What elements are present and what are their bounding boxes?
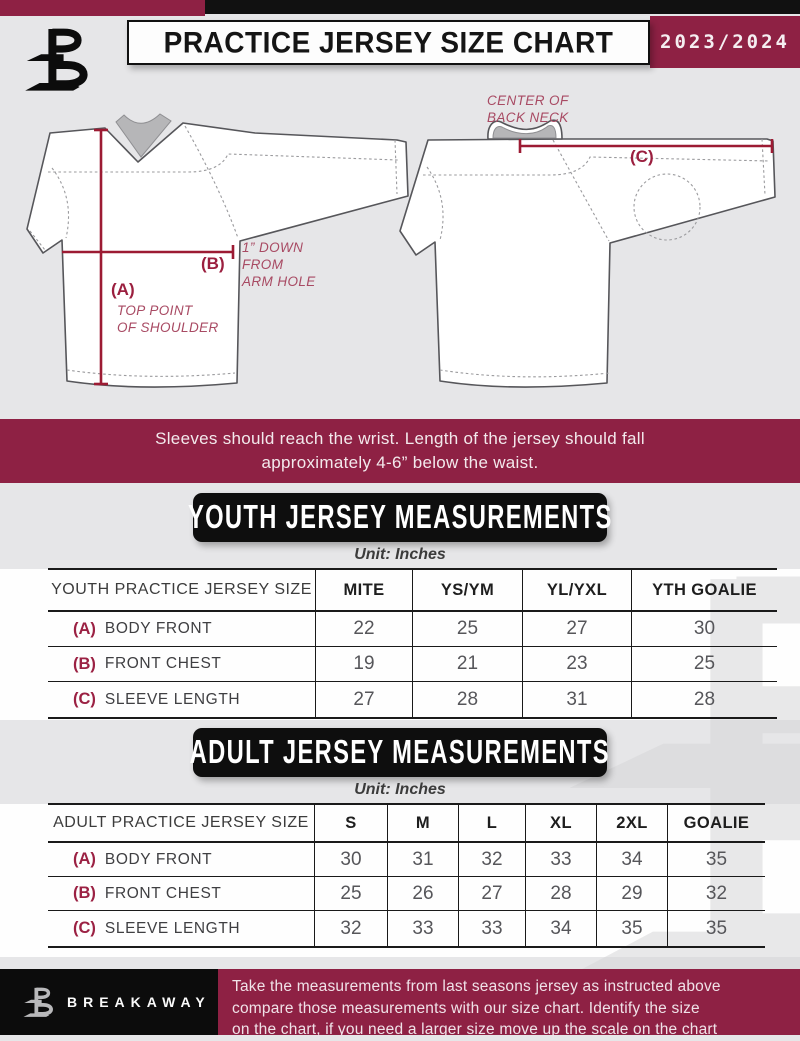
table-cell: 21: [413, 647, 523, 682]
table-row-label: (A) BODY FRONT: [48, 612, 316, 647]
table-cell: 28: [526, 877, 597, 911]
table-cell: 31: [523, 682, 632, 717]
center-of-back-neck-note: CENTER OF BACK NECK: [487, 93, 569, 125]
adult-table-corner-header: ADULT PRACTICE JERSEY SIZE: [48, 805, 315, 843]
back-jersey-diagram: [390, 95, 790, 405]
measure-tag-c: (C): [630, 147, 654, 166]
adult-size-table: [48, 803, 765, 948]
table-cell: 25: [315, 877, 388, 911]
youth-col-mite: MITE: [316, 570, 413, 612]
table-row-label: (C) SLEEVE LENGTH: [48, 682, 316, 717]
arm-hole-note: 1” DOWN FROM ARM HOLE: [242, 240, 316, 289]
table-cell: 28: [693, 688, 716, 710]
breakaway-footer-logo-icon: [22, 984, 56, 1020]
youth-size-table: [48, 568, 777, 719]
adult-section-title: ADULT JERSEY MEASUREMENTS: [189, 733, 611, 771]
youth-col-ylyxl: YL/YXL: [523, 570, 632, 612]
table-row-label: (B) FRONT CHEST: [48, 647, 316, 682]
adult-col-l: L: [459, 805, 526, 843]
table-cell: 19: [316, 647, 413, 682]
adult-section-title-box: [189, 728, 611, 777]
youth-table-corner-header: YOUTH PRACTICE JERSEY SIZE: [48, 570, 316, 612]
top-accent-bar-black: [205, 0, 800, 14]
fit-note-line1: Sleeves should reach the wrist. Length of the jersey should fall: [155, 429, 645, 448]
table-cell: 22: [316, 612, 413, 647]
table-cell: 27: [316, 682, 413, 717]
youth-section-title: YOUTH JERSEY MEASUREMENTS: [187, 498, 613, 536]
adult-col-2xl: 2XL: [597, 805, 668, 843]
breakaway-logo-icon: [22, 22, 94, 96]
measure-tag-b: (B): [201, 254, 225, 273]
table-cell: 30: [632, 612, 777, 647]
table-cell: 34: [526, 911, 597, 946]
table-cell: 34: [597, 843, 668, 877]
table-cell: 25: [413, 612, 523, 647]
table-row-label: (B) FRONT CHEST: [48, 877, 315, 911]
youth-col-ysym: YS/YM: [413, 570, 523, 612]
table-cell: 30: [315, 843, 388, 877]
table-cell: 33: [526, 843, 597, 877]
youth-section-title-box: [187, 493, 613, 542]
adult-col-m: M: [388, 805, 459, 843]
table-cell: 28: [413, 682, 523, 717]
adult-col-xl: XL: [526, 805, 597, 843]
brand-name: BREAKAWAY: [67, 994, 211, 1010]
youth-col-goalie: YTH GOALIE: [632, 570, 777, 612]
season-label: 2023/2024: [660, 31, 790, 53]
adult-col-goalie: GOALIE: [668, 805, 765, 843]
footer-note-line2: compare those measurements with our size chart. Identify the size: [232, 999, 700, 1017]
top-point-of-shoulder-note: TOP POINT OF SHOULDER: [117, 303, 219, 335]
table-cell: 32: [668, 877, 765, 911]
table-cell: 31: [388, 843, 459, 877]
front-jersey-diagram: [20, 98, 420, 398]
table-row-label: (A) BODY FRONT: [48, 843, 315, 877]
table-cell: 35: [668, 843, 765, 877]
table-row-label: (C) SLEEVE LENGTH: [48, 911, 315, 946]
table-cell: 32: [459, 843, 526, 877]
measure-tag-a: (A): [111, 280, 135, 299]
adult-unit-label: Unit: Inches: [354, 781, 446, 798]
adult-col-s: S: [315, 805, 388, 843]
table-cell: 26: [388, 877, 459, 911]
table-cell: 27: [459, 877, 526, 911]
table-cell: 33: [459, 911, 526, 946]
page-title: PRACTICE JERSEY SIZE CHART: [163, 25, 614, 59]
table-cell: 23: [523, 647, 632, 682]
footer-brand-block: [0, 969, 218, 1035]
table-cell: 27: [523, 612, 632, 647]
table-cell: 32: [315, 911, 388, 946]
youth-unit-label: Unit: Inches: [354, 546, 446, 563]
fit-note-line2: approximately 4-6” below the waist.: [261, 453, 539, 472]
top-accent-bar-maroon: [0, 0, 205, 16]
footer-note-line1: Take the measurements from last seasons jersey as instructed above: [232, 978, 721, 995]
table-cell: 35: [705, 917, 728, 939]
table-cell: 35: [597, 911, 668, 946]
footer-note-line3: on the chart, if you need a larger size move up the scale on the chart: [232, 1021, 718, 1038]
fit-note-banner: [0, 419, 800, 483]
season-badge: [650, 16, 800, 68]
table-cell: 25: [632, 647, 777, 682]
footer-instructions: [218, 969, 800, 1038]
table-cell: 29: [597, 877, 668, 911]
table-cell: 33: [388, 911, 459, 946]
page-title-box: [127, 20, 650, 65]
